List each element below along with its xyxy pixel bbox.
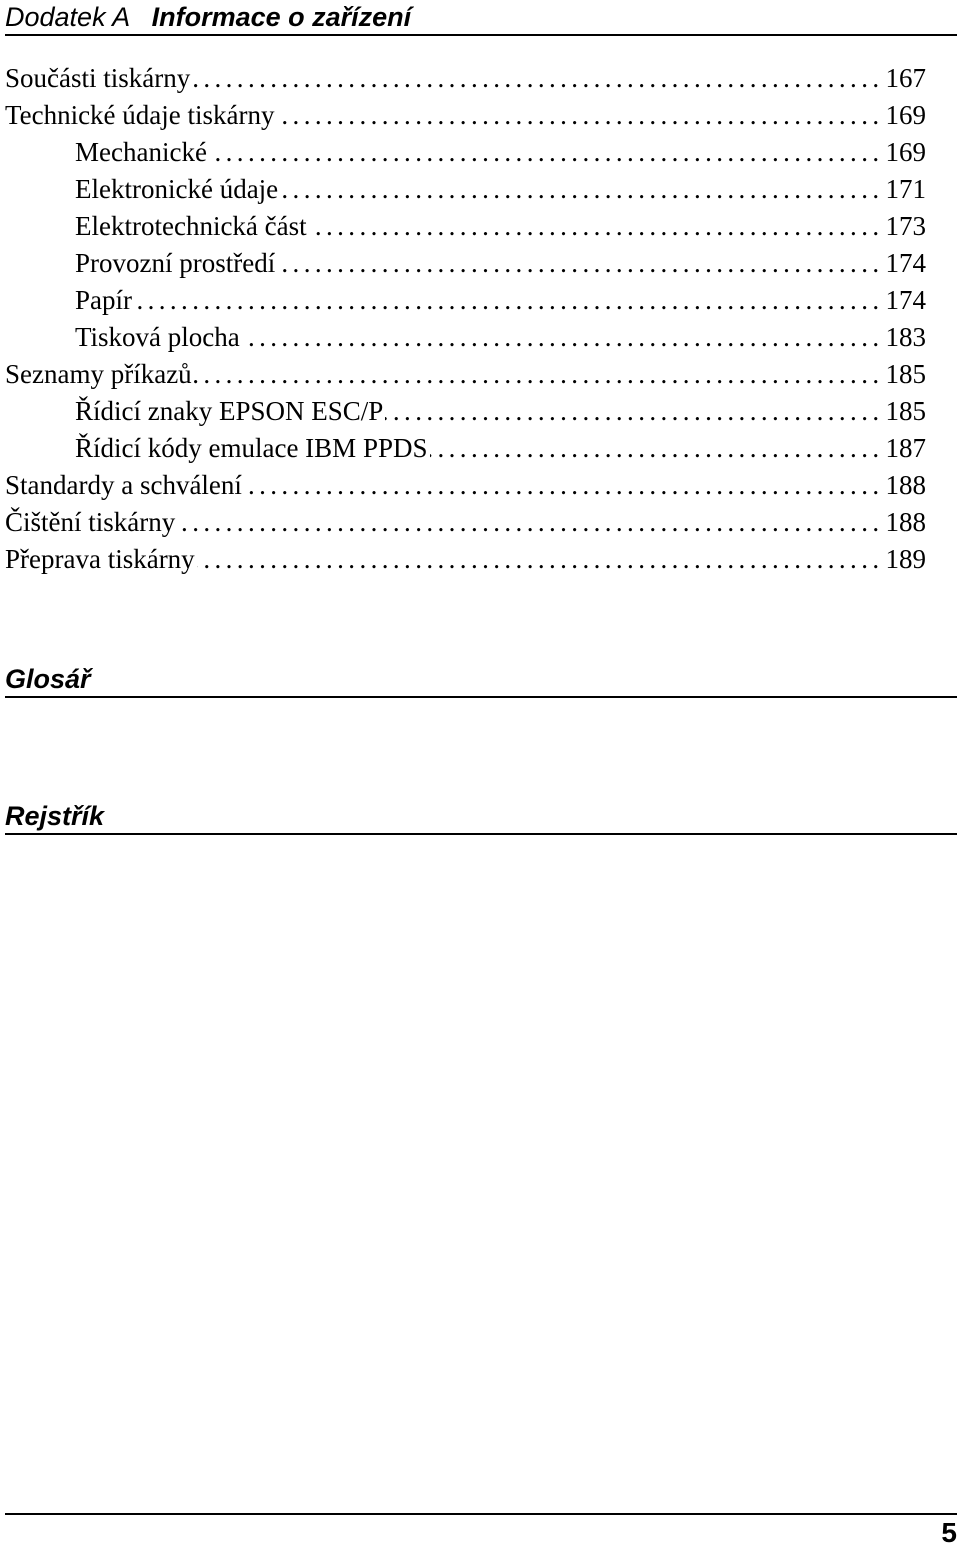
toc-entry[interactable] (5, 319, 926, 356)
chapter-title: Glosář (5, 664, 91, 694)
toc-leader-dots (309, 208, 884, 245)
toc-entry-page: 185 (885, 359, 926, 389)
chapter-label: Dodatek A (5, 2, 131, 32)
toc-entry-page: 173 (885, 211, 926, 241)
toc-entry-page: 174 (885, 248, 926, 278)
chapter-heading-index[interactable] (5, 799, 957, 835)
chapter-heading-appendix-a (5, 0, 957, 36)
toc-entry[interactable] (5, 97, 926, 134)
toc-entry-page: 185 (885, 396, 926, 426)
toc-leader-dots (277, 97, 884, 134)
toc-entry-page: 189 (885, 544, 926, 574)
toc-entry[interactable] (5, 208, 926, 245)
toc-entry[interactable] (5, 541, 926, 578)
toc-entry-title: Tisková plocha (75, 322, 240, 352)
toc-entry-page: 174 (885, 285, 926, 315)
toc-entry-title: Čištění tiskárny (5, 507, 176, 537)
table-of-contents (5, 60, 926, 578)
toc-entry-page: 188 (885, 470, 926, 500)
toc-leader-dots (209, 134, 884, 171)
chapter-title: Rejstřík (5, 801, 105, 831)
toc-leader-dots (244, 467, 884, 504)
toc-entry[interactable] (5, 356, 926, 393)
toc-entry-title: Řídicí znaky EPSON ESC/P (75, 396, 384, 426)
toc-entry-page: 188 (885, 507, 926, 537)
toc-entry[interactable] (5, 245, 926, 282)
toc-leader-dots (277, 245, 883, 282)
toc-entry[interactable] (5, 282, 926, 319)
toc-entry-page: 167 (885, 63, 926, 93)
toc-entry[interactable] (5, 430, 926, 467)
toc-leader-dots (280, 171, 883, 208)
toc-entry-title: Elektronické údaje (75, 174, 279, 204)
toc-entry-title: Provozní prostředí (75, 248, 276, 278)
chapter-heading-glossary[interactable] (5, 662, 957, 698)
toc-entry-page: 169 (885, 137, 926, 167)
toc-entry[interactable] (5, 134, 926, 171)
toc-leader-dots (192, 60, 883, 97)
toc-leader-dots (194, 356, 884, 393)
page-number: 5 (941, 1517, 957, 1548)
toc-entry-title: Standardy a schválení (5, 470, 242, 500)
footer-divider (5, 1513, 957, 1515)
toc-entry[interactable] (5, 467, 926, 504)
toc-entry-page: 169 (885, 100, 926, 130)
toc-leader-dots (242, 319, 884, 356)
toc-entry-title: Mechanické (75, 137, 207, 167)
toc-entry-title: Papír (75, 285, 132, 315)
toc-entry-title: Součásti tiskárny (5, 63, 191, 93)
toc-entry[interactable] (5, 393, 926, 430)
toc-entry-title: Řídicí kódy emulace IBM PPDS (75, 433, 428, 463)
toc-entry-page: 183 (885, 322, 926, 352)
toc-leader-dots (197, 541, 884, 578)
toc-entry-page: 171 (885, 174, 926, 204)
toc-entry-title: Přeprava tiskárny (5, 544, 195, 574)
toc-leader-dots (177, 504, 883, 541)
chapter-title: Informace o zařízení (151, 2, 412, 32)
toc-entry[interactable] (5, 171, 926, 208)
toc-leader-dots (134, 282, 884, 319)
toc-leader-dots (430, 430, 884, 467)
toc-entry-page: 187 (885, 433, 926, 463)
toc-entry[interactable] (5, 60, 926, 97)
toc-entry-title: Seznamy příkazů (5, 359, 192, 389)
toc-leader-dots (385, 393, 883, 430)
toc-entry[interactable] (5, 504, 926, 541)
toc-entry-title: Elektrotechnická část (75, 211, 307, 241)
toc-entry-title: Technické údaje tiskárny (5, 100, 275, 130)
